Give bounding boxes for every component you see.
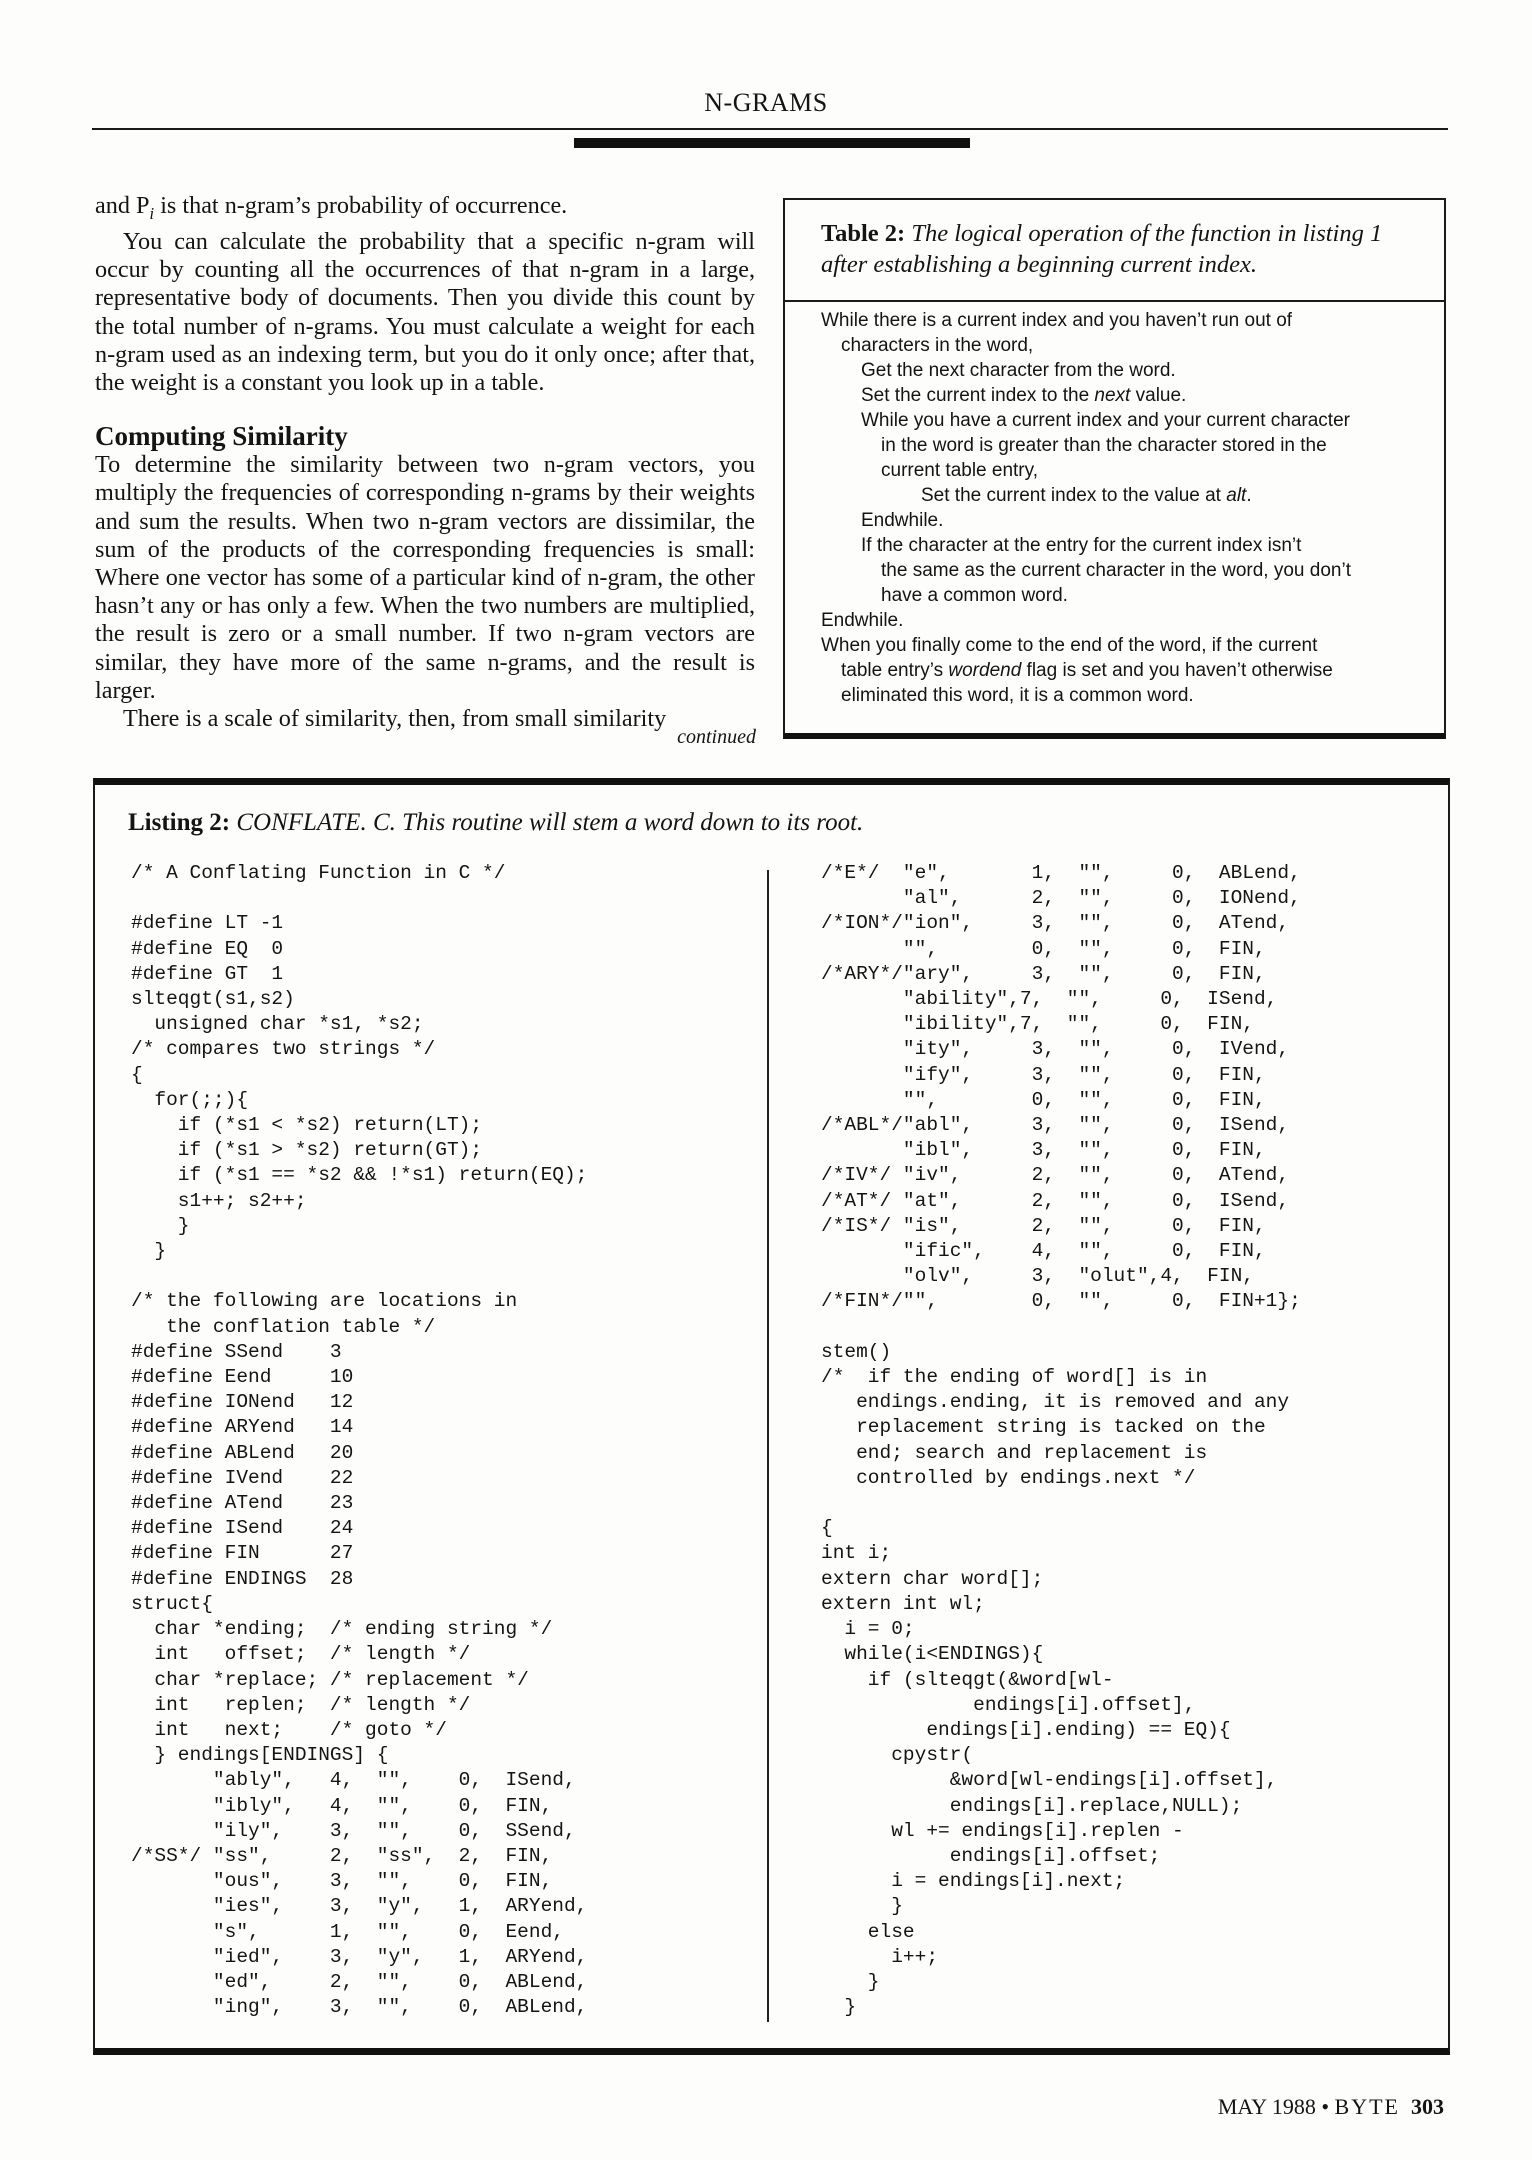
table-2-caption-text: The logical operation of the function in listing 1 after establishing a beginning current index.	[821, 220, 1383, 278]
listing-2-caption	[128, 809, 863, 837]
listing-2-caption-text: CONFLATE. C. This routine will stem a word down to its root.	[236, 809, 864, 836]
table-2-box	[783, 198, 1446, 739]
body-paragraph-3: To determine the similarity between two n-gram vectors, you multiply the frequencies of corresponding n-grams by their weights and sum the results. When two n-gram vectors are dissimilar, the sum of the products of the corresponding frequencies is small: Where one vector has some of a particular kind of n-gram, the other hasn’t any or has only a few. When the two numbers are multiplied, the result is zero or a small number. If two n-gram vectors are similar, they have more of the same n-grams, and the result is larger.	[95, 451, 755, 704]
table-2-text: flag is set and you haven’t otherwise	[1021, 660, 1333, 681]
table-2-line: characters in the word,	[841, 335, 1034, 356]
para1-subscript: i	[149, 203, 155, 223]
table-2-rule	[785, 300, 1444, 302]
folio-page-number: 303	[1411, 2094, 1444, 2119]
table-2-caption	[821, 218, 1421, 280]
table-2-line: in the word is greater than the character stored in the	[881, 435, 1327, 456]
table-2-line: current table entry,	[881, 460, 1039, 481]
table-2-line: While there is a current index and you haven’t run out of	[821, 310, 1293, 331]
folio-separator: •	[1321, 2094, 1330, 2119]
table-2-text: Set the current index to the value at	[921, 485, 1227, 506]
listing-column-divider	[767, 870, 769, 2022]
table-2-line: eliminated this word, it is a common word.	[841, 685, 1194, 706]
listing-2-box	[93, 778, 1450, 2055]
table-2-line	[821, 483, 1421, 508]
code-right-column: /*E*/ "e", 1, "", 0, ABLend, "al", 2, "", 0, IONend, /*ION*/"ion", 3, "", 0, ATend, "", 0, "", 0, FIN, /*ARY*/"ary", 3, "", 0, FIN, "ability",7, "", 0, ISend, "ibility",7, "", 0, FIN, "ity", 3, "", 0, IVend, "ify", 3, "", 0, FIN, "", 0, "", 0, FIN, /*ABL*/"abl", 3, "", 0, ISend, "ibl", 3, "", 0, FIN, /*IV*/ "iv", 2, "", 0, ATend, /*AT*/ "at", 2, "", 0, ISend, /*IS*/ "is", 2, "", 0, FIN, "ific", 4, "", 0, FIN, "olv", 3, "olut",4, FIN, /*FIN*/"", 0, "", 0, FIN+1}; stem() /* if the ending of word[] is in endings.ending, it is removed and any replacement string is tacked on the end; search and replacement is controlled by endings.next */ { int i; extern char word[]; extern int wl; i = 0; while(i<ENDINGS){ if (slteqgt(&word[wl- endings[i].offset], endings[i].ending) == EQ){ cpystr( &word[wl-endings[i].offset], endings[i].replace,NULL); wl += endings[i].replen - endings[i].offset; i = endings[i].next; } else i++; } }	[821, 862, 1301, 2019]
continued-note: continued	[677, 726, 756, 748]
section-heading: Computing Similarity	[95, 421, 348, 452]
table-2-line: If the character at the entry for the current index isn’t	[861, 535, 1302, 556]
folio-magazine: BYTE	[1334, 2094, 1400, 2119]
table-2-line: When you finally come to the end of the word, if the current	[821, 635, 1318, 656]
table-2-line	[821, 658, 1421, 683]
table-2-text: table entry’s	[841, 660, 949, 681]
table-2-emphasis: alt	[1226, 485, 1247, 506]
folio-date: MAY 1988	[1217, 2094, 1316, 2119]
header-bar	[574, 138, 970, 148]
code-left-column: /* A Conflating Function in C */ #define LT -1 #define EQ 0 #define GT 1 slteqgt(s1,s2) unsigned char *s1, *s2; /* compares two strings */ { for(;;){ if (*s1 < *s2) return(LT); if (*s1 > *s2) return(GT); if (*s1 == *s2 && !*s1) return(EQ); s1++; s2++; } } /* the following are locations in the conflation table */ #define SSend 3 #define Eend 10 #define IONend 12 #define ARYend 14 #define ABLend 20 #define IVend 22 #define ATend 23 #define ISend 24 #define FIN 27 #define ENDINGS 28 struct{ char *ending; /* ending string */ int offset; /* length */ char *replace; /* replacement */ int replen; /* length */ int next; /* goto */ } endings[ENDINGS] { "ably", 4, "", 0, ISend, "ibly", 4, "", 0, FIN, "ily", 3, "", 0, SSend, /*SS*/ "ss", 2, "ss", 2, FIN, "ous", 3, "", 0, FIN, "ies", 3, "y", 1, ARYend, "s", 1, "", 0, Eend, "ied", 3, "y", 1, ARYend, "ed", 2, "", 0, ABLend, "ing", 3, "", 0, ABLend,	[131, 862, 588, 2019]
table-2-text: .	[1246, 485, 1252, 506]
page-folio	[1218, 2094, 1444, 2120]
body-column	[95, 192, 755, 733]
running-head: N-GRAMS	[704, 88, 828, 117]
table-2-emphasis: wordend	[948, 660, 1022, 681]
table-2-text: Set the current index to the	[861, 385, 1095, 406]
table-2-line: Endwhile.	[861, 510, 944, 531]
table-2-emphasis: next	[1094, 385, 1131, 406]
table-2-line: Endwhile.	[821, 610, 904, 631]
para1-text-end: is that n-gram’s probability of occurrence.	[154, 192, 568, 219]
table-2-line: Get the next character from the word.	[861, 360, 1176, 381]
body-paragraph-2: You can calculate the probability that a specific n-gram will occur by counting all the occurrences of that n-gram in a large, representative body of documents. Then you divide this count by the total number of n-grams. You must calculate a weight for each n-gram used as an indexing term, but you do it only once; after that, the weight is a constant you look up in a table.	[95, 228, 755, 397]
table-2-line: have a common word.	[881, 585, 1068, 606]
table-2-line: the same as the current character in the word, you don’t	[881, 560, 1351, 581]
header-rule	[92, 128, 1448, 130]
table-2-label: Table 2:	[821, 220, 906, 247]
body-paragraph-1	[95, 192, 755, 228]
body-paragraph-4: There is a scale of similarity, then, from small similarity	[123, 705, 667, 733]
para1-text-start: and P	[95, 192, 150, 219]
table-2-steps	[821, 308, 1421, 708]
table-2-line	[821, 383, 1421, 408]
table-2-line: While you have a current index and your current character	[861, 410, 1350, 431]
table-2-text: value.	[1130, 385, 1187, 406]
listing-2-label: Listing 2:	[128, 809, 231, 836]
